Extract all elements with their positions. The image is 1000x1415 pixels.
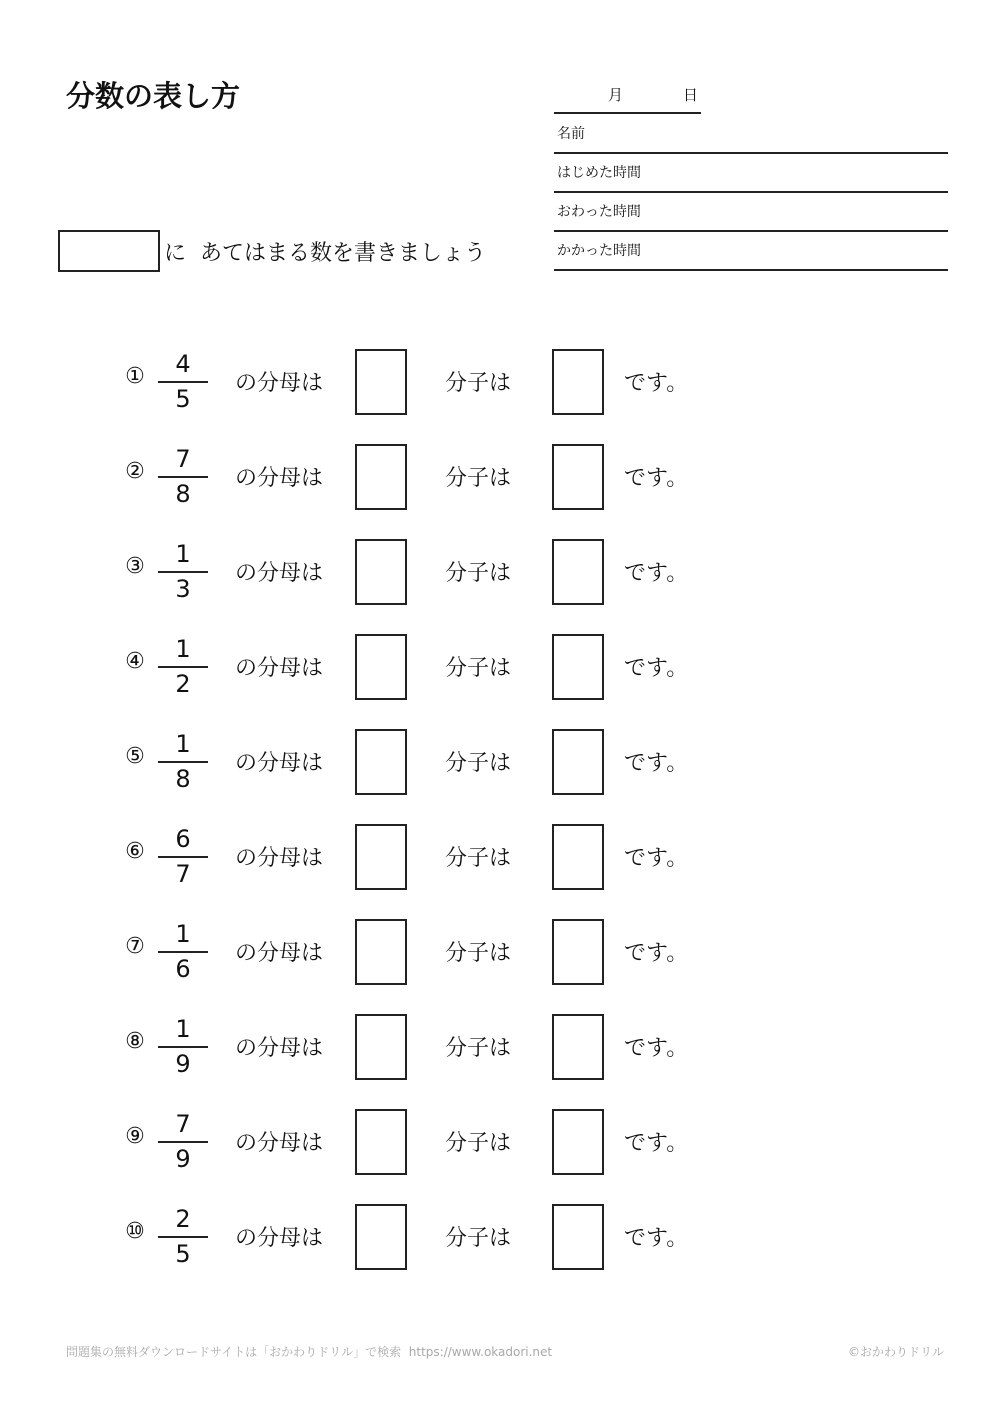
problem-row: [0, 1109, 1000, 1175]
fraction: [158, 634, 208, 700]
fraction-numerator: 1: [175, 1015, 191, 1043]
denominator-label: の分母は: [235, 941, 324, 966]
fraction: [158, 349, 208, 415]
denominator-label: の分母は: [235, 656, 324, 681]
fraction-denominator: 5: [175, 1240, 191, 1268]
fraction-numerator: 7: [175, 1110, 191, 1138]
fraction-denominator: 3: [175, 575, 191, 603]
problem-row: [0, 634, 1000, 700]
problem-number: ⑨: [125, 1124, 145, 1149]
fraction-numerator: 6: [175, 825, 191, 853]
problem-number: ⑩: [125, 1219, 145, 1244]
fraction-numerator: 1: [175, 540, 191, 568]
denominator-answer-box[interactable]: [355, 729, 407, 795]
fraction: [158, 729, 208, 795]
start-time-label: はじめた時間: [557, 165, 641, 181]
denominator-answer-box[interactable]: [355, 444, 407, 510]
desu-label: です。: [624, 656, 689, 681]
footer-left: 問題集の無料ダウンロードサイトは「おかわりドリル」で検索 https://www.okadori.net: [66, 1345, 553, 1359]
problem-number: ⑤: [125, 744, 145, 769]
problem-number: ⑥: [125, 839, 145, 864]
problem-row: [0, 349, 1000, 415]
fraction-denominator: 8: [175, 765, 191, 793]
fraction: [158, 1109, 208, 1175]
problem-row: [0, 729, 1000, 795]
denominator-label: の分母は: [235, 751, 324, 776]
end-time-label: おわった時間: [557, 204, 641, 220]
denominator-answer-box[interactable]: [355, 349, 407, 415]
numerator-label: 分子は: [445, 1226, 512, 1251]
denominator-label: の分母は: [235, 371, 324, 396]
fraction-numerator: 1: [175, 920, 191, 948]
fraction: [158, 1204, 208, 1270]
problem-number: ④: [125, 649, 145, 674]
fraction: [158, 444, 208, 510]
denominator-label: の分母は: [235, 1226, 324, 1251]
fraction: [158, 919, 208, 985]
fraction-bar: [158, 666, 208, 668]
problem-number: ①: [125, 364, 145, 389]
fraction-numerator: 1: [175, 635, 191, 663]
numerator-answer-box[interactable]: [552, 1014, 604, 1080]
elapsed-time-field[interactable]: [554, 232, 948, 271]
desu-label: です。: [624, 1226, 689, 1251]
denominator-label: の分母は: [235, 561, 324, 586]
fraction-bar: [158, 571, 208, 573]
numerator-label: 分子は: [445, 1131, 512, 1156]
denominator-label: の分母は: [235, 466, 324, 491]
numerator-answer-box[interactable]: [552, 1109, 604, 1175]
desu-label: です。: [624, 371, 689, 396]
day-label: 日: [683, 86, 699, 104]
problem-row: [0, 824, 1000, 890]
month-label: 月: [608, 86, 624, 104]
fraction-denominator: 7: [175, 860, 191, 888]
denominator-answer-box[interactable]: [355, 1014, 407, 1080]
numerator-answer-box[interactable]: [552, 539, 604, 605]
fraction: [158, 1014, 208, 1080]
fraction-numerator: 7: [175, 445, 191, 473]
problem-row: [0, 1204, 1000, 1270]
fraction-numerator: 1: [175, 730, 191, 758]
numerator-label: 分子は: [445, 466, 512, 491]
instruction-example-box: [58, 230, 160, 272]
problem-number: ⑧: [125, 1029, 145, 1054]
fraction-denominator: 6: [175, 955, 191, 983]
fraction-denominator: 8: [175, 480, 191, 508]
fraction-bar: [158, 856, 208, 858]
fraction-bar: [158, 1046, 208, 1048]
desu-label: です。: [624, 466, 689, 491]
fraction-bar: [158, 381, 208, 383]
denominator-label: の分母は: [235, 846, 324, 871]
denominator-answer-box[interactable]: [355, 634, 407, 700]
denominator-answer-box[interactable]: [355, 1204, 407, 1270]
numerator-label: 分子は: [445, 561, 512, 586]
desu-label: です。: [624, 1036, 689, 1061]
fraction: [158, 824, 208, 890]
numerator-answer-box[interactable]: [552, 729, 604, 795]
date-row: [554, 82, 701, 114]
desu-label: です。: [624, 561, 689, 586]
fraction-denominator: 9: [175, 1145, 191, 1173]
name-label: 名前: [557, 126, 585, 142]
desu-label: です。: [624, 846, 689, 871]
name-field[interactable]: [554, 115, 948, 154]
problem-row: [0, 539, 1000, 605]
desu-label: です。: [624, 941, 689, 966]
fraction-numerator: 4: [175, 350, 191, 378]
problem-row: [0, 444, 1000, 510]
denominator-answer-box[interactable]: [355, 824, 407, 890]
numerator-answer-box[interactable]: [552, 349, 604, 415]
fraction-numerator: 2: [175, 1205, 191, 1233]
problem-number: ⑦: [125, 934, 145, 959]
denominator-answer-box[interactable]: [355, 919, 407, 985]
instruction-text: に あてはまる数を書きましょう: [164, 241, 486, 266]
fraction-bar: [158, 476, 208, 478]
page-title: 分数の表し方: [66, 79, 241, 113]
fraction-denominator: 2: [175, 670, 191, 698]
problem-row: [0, 1014, 1000, 1080]
denominator-answer-box[interactable]: [355, 539, 407, 605]
numerator-answer-box[interactable]: [552, 444, 604, 510]
fraction-denominator: 9: [175, 1050, 191, 1078]
problem-number: ②: [125, 459, 145, 484]
numerator-answer-box[interactable]: [552, 1204, 604, 1270]
end-time-field[interactable]: [554, 193, 948, 232]
start-time-field[interactable]: [554, 154, 948, 193]
fraction-denominator: 5: [175, 385, 191, 413]
fraction-bar: [158, 1141, 208, 1143]
elapsed-time-label: かかった時間: [557, 243, 641, 259]
numerator-label: 分子は: [445, 846, 512, 871]
numerator-label: 分子は: [445, 751, 512, 776]
numerator-label: 分子は: [445, 371, 512, 396]
numerator-label: 分子は: [445, 656, 512, 681]
numerator-answer-box[interactable]: [552, 634, 604, 700]
footer-right: ©おかわりドリル: [847, 1345, 944, 1359]
denominator-label: の分母は: [235, 1036, 324, 1061]
desu-label: です。: [624, 1131, 689, 1156]
numerator-answer-box[interactable]: [552, 919, 604, 985]
fraction: [158, 539, 208, 605]
fraction-bar: [158, 951, 208, 953]
denominator-label: の分母は: [235, 1131, 324, 1156]
denominator-answer-box[interactable]: [355, 1109, 407, 1175]
problem-row: [0, 919, 1000, 985]
fraction-bar: [158, 761, 208, 763]
desu-label: です。: [624, 751, 689, 776]
fraction-bar: [158, 1236, 208, 1238]
numerator-label: 分子は: [445, 941, 512, 966]
numerator-answer-box[interactable]: [552, 824, 604, 890]
numerator-label: 分子は: [445, 1036, 512, 1061]
problem-number: ③: [125, 554, 145, 579]
